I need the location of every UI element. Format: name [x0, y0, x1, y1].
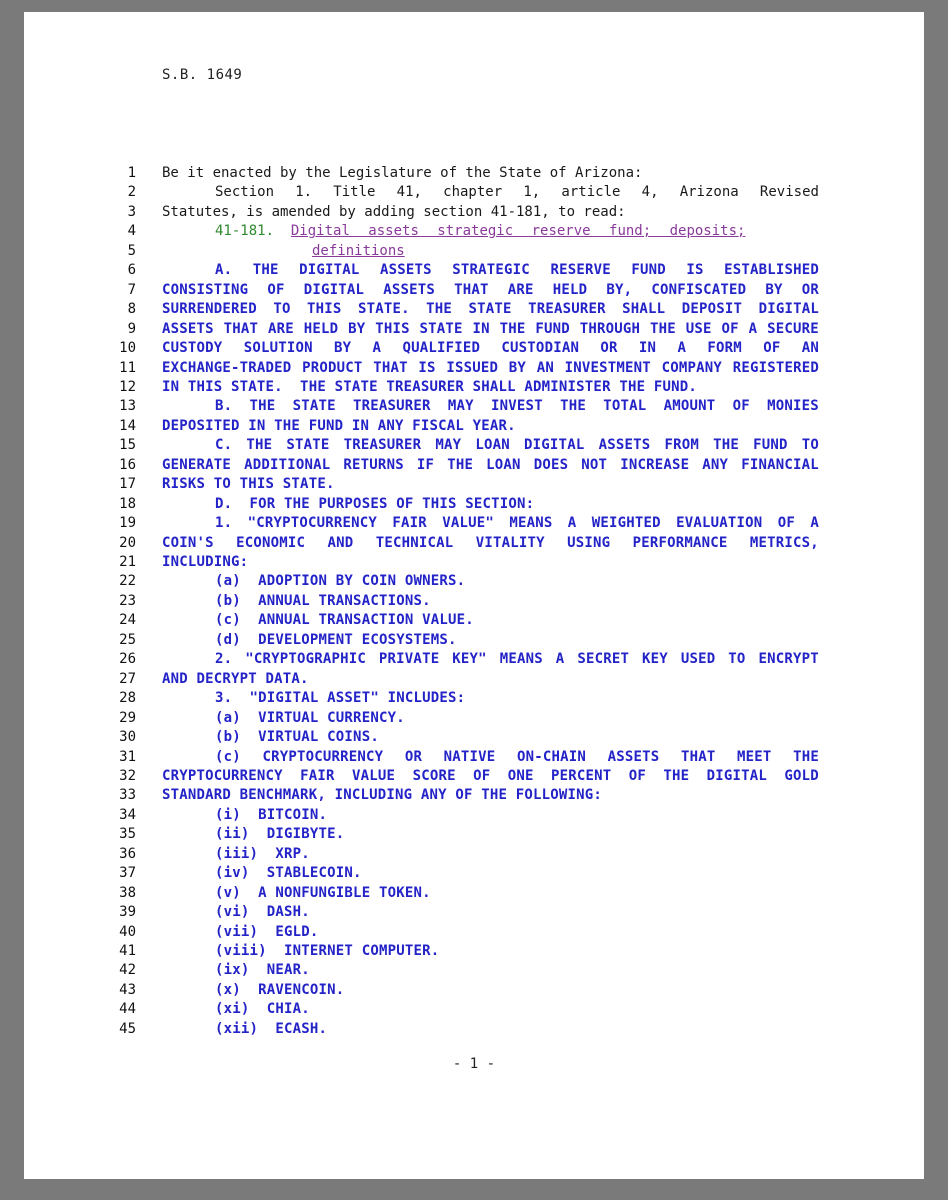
text-line [24, 222, 924, 241]
section-title: Digital assets strategic reserve fund; deposits; [290, 223, 746, 240]
line-text: CONSISTING OF DIGITAL ASSETS THAT ARE HELD BY, CONFISCATED BY OR [162, 281, 819, 298]
line-number: 21 [119, 554, 136, 570]
line-number: 2 [127, 184, 136, 201]
line-text: Be it enacted by the Legislature of the State of Arizona: [162, 165, 643, 181]
line-text: (b) VIRTUAL COINS. [215, 729, 379, 746]
line-number: 7 [127, 281, 136, 298]
line-number: 35 [119, 826, 136, 843]
line-text: 2. "CRYPTOGRAPHIC PRIVATE KEY" MEANS A SECRET KEY USED TO ENCRYPT [215, 651, 819, 668]
text-line [24, 534, 924, 553]
line-number: 44 [119, 1001, 136, 1018]
text-line [24, 339, 924, 358]
line-number: 25 [119, 631, 136, 648]
line-number: 24 [119, 612, 136, 629]
line-text: (a) ADOPTION BY COIN OWNERS. [215, 573, 466, 590]
text-line [24, 359, 924, 378]
line-number: 11 [119, 359, 136, 376]
text-line [24, 923, 924, 942]
line-text: (iv) STABLECOIN. [215, 865, 362, 882]
text-line [24, 728, 924, 747]
line-text: ASSETS THAT ARE HELD BY THIS STATE IN THE FUND THROUGH THE USE OF A SECURE [162, 320, 819, 337]
text-line [24, 981, 924, 1000]
line-number: 19 [119, 515, 136, 532]
line-text: C. THE STATE TREASURER MAY LOAN DIGITAL ASSETS FROM THE FUND TO [215, 437, 819, 454]
line-text: (i) BITCOIN. [215, 806, 328, 823]
text-line [24, 650, 924, 669]
document-page [24, 12, 924, 1179]
line-text: (xi) CHIA. [215, 1001, 310, 1018]
text-line [24, 436, 924, 455]
text-line [24, 261, 924, 280]
line-number: 26 [119, 651, 136, 668]
line-number: 22 [119, 573, 136, 590]
text-line [24, 417, 924, 436]
line-text: A. THE DIGITAL ASSETS STRATEGIC RESERVE FUND IS ESTABLISHED [215, 262, 819, 279]
text-line [24, 942, 924, 961]
text-line [24, 183, 924, 202]
line-number: 18 [119, 495, 136, 512]
line-number: 13 [119, 398, 136, 415]
text-line [24, 845, 924, 864]
text-line [24, 456, 924, 475]
line-number: 5 [127, 242, 136, 259]
text-line [24, 397, 924, 416]
line-number: 45 [119, 1020, 136, 1037]
text-line [24, 611, 924, 630]
line-text: (a) VIRTUAL CURRENCY. [215, 709, 405, 726]
text-line [24, 864, 924, 883]
line-text: (ii) DIGIBYTE. [215, 826, 345, 843]
text-line [24, 553, 924, 572]
text-line [24, 884, 924, 903]
line-number: 28 [119, 690, 136, 707]
line-number: 14 [119, 417, 136, 434]
text-line [24, 203, 924, 222]
bill-id: S.B. 1649 [162, 67, 243, 83]
line-text: CUSTODY SOLUTION BY A QUALIFIED CUSTODIAN OR IN A FORM OF AN [162, 340, 819, 357]
line-text: (ix) NEAR. [215, 962, 310, 979]
text-line [24, 514, 924, 533]
line-text: Statutes, is amended by adding section 41-181, to read: [162, 203, 626, 220]
line-number: 15 [119, 437, 136, 454]
line-number: 37 [119, 865, 136, 882]
line-text: (iii) XRP. [215, 845, 310, 862]
text-line [24, 320, 924, 339]
text-line [24, 242, 924, 261]
line-number: 42 [119, 962, 136, 979]
line-number: 43 [119, 981, 136, 998]
line-text: DEPOSITED IN THE FUND IN ANY FISCAL YEAR. [162, 417, 516, 434]
line-text: B. THE STATE TREASURER MAY INVEST THE TOTAL AMOUNT OF MONIES [215, 398, 819, 415]
text-line [24, 806, 924, 825]
line-text: STANDARD BENCHMARK, INCLUDING ANY OF THE FOLLOWING: [162, 787, 603, 804]
line-number: 32 [119, 767, 136, 784]
line-number: 27 [119, 670, 136, 687]
line-number: 9 [127, 320, 136, 337]
line-text: GENERATE ADDITIONAL RETURNS IF THE LOAN DOES NOT INCREASE ANY FINANCIAL [162, 456, 819, 473]
line-number: 12 [119, 378, 136, 395]
line-text: EXCHANGE-TRADED PRODUCT THAT IS ISSUED BY AN INVESTMENT COMPANY REGISTERED [162, 359, 819, 376]
line-text [162, 222, 819, 241]
line-text: (b) ANNUAL TRANSACTIONS. [215, 592, 431, 609]
line-text: (viii) INTERNET COMPUTER. [215, 943, 440, 959]
text-line [24, 670, 924, 689]
line-number: 39 [119, 904, 136, 921]
line-number: 33 [119, 787, 136, 804]
text-line [24, 495, 924, 514]
line-text: (xii) ECASH. [215, 1020, 328, 1037]
text-line [24, 689, 924, 708]
line-text: (d) DEVELOPMENT ECOSYSTEMS. [215, 631, 457, 648]
line-text: D. FOR THE PURPOSES OF THIS SECTION: [215, 495, 535, 512]
line-text: COIN'S ECONOMIC AND TECHNICAL VITALITY USING PERFORMANCE METRICS, [162, 534, 819, 551]
text-line [24, 709, 924, 728]
text-line [24, 748, 924, 767]
text-line [24, 281, 924, 300]
line-number: 10 [119, 340, 136, 357]
line-number: 8 [127, 301, 136, 318]
text-line [24, 786, 924, 805]
line-text: RISKS TO THIS STATE. [162, 476, 335, 493]
page-number: - 1 - [452, 1056, 496, 1072]
line-number: 3 [127, 203, 136, 220]
line-text: (c) ANNUAL TRANSACTION VALUE. [215, 612, 474, 629]
line-number: 1 [127, 165, 136, 181]
line-number: 30 [119, 729, 136, 746]
text-line [24, 1020, 924, 1039]
line-text: AND DECRYPT DATA. [162, 670, 309, 687]
line-number: 29 [119, 709, 136, 726]
line-number: 20 [119, 534, 136, 551]
line-number: 16 [119, 456, 136, 473]
line-text: INCLUDING: [162, 554, 249, 570]
text-line [24, 592, 924, 611]
line-text: Section 1. Title 41, chapter 1, article 4, Arizona Revised [215, 184, 819, 201]
text-line [24, 300, 924, 319]
line-text: SURRENDERED TO THIS STATE. THE STATE TREASURER SHALL DEPOSIT DIGITAL [162, 301, 819, 318]
line-text: definitions [312, 242, 405, 259]
line-text: (c) CRYPTOCURRENCY OR NATIVE ON-CHAIN ASSETS THAT MEET THE [215, 748, 819, 765]
text-line [24, 378, 924, 397]
text-line [24, 825, 924, 844]
line-number: 41 [119, 943, 136, 959]
line-number: 31 [119, 748, 136, 765]
line-number: 17 [119, 476, 136, 493]
line-number: 4 [127, 223, 136, 240]
line-number: 38 [119, 884, 136, 901]
line-text: (v) A NONFUNGIBLE TOKEN. [215, 884, 431, 901]
line-text: (vi) DASH. [215, 904, 310, 921]
text-line [24, 631, 924, 650]
text-line [24, 164, 924, 183]
line-number: 40 [119, 923, 136, 940]
line-text: 3. "DIGITAL ASSET" INCLUDES: [215, 690, 466, 707]
line-text: 1. "CRYPTOCURRENCY FAIR VALUE" MEANS A WEIGHTED EVALUATION OF A [215, 515, 819, 532]
line-number: 6 [127, 262, 136, 279]
line-text: CRYPTOCURRENCY FAIR VALUE SCORE OF ONE PERCENT OF THE DIGITAL GOLD [162, 767, 819, 784]
line-text: IN THIS STATE. THE STATE TREASURER SHALL ADMINISTER THE FUND. [162, 378, 697, 395]
line-number: 34 [119, 806, 136, 823]
line-text: (x) RAVENCOIN. [215, 981, 345, 998]
line-number: 36 [119, 845, 136, 862]
line-number: 23 [119, 592, 136, 609]
text-line [24, 903, 924, 922]
line-text: (vii) EGLD. [215, 923, 319, 940]
section-number: 41-181. [215, 223, 275, 240]
text-line [24, 961, 924, 980]
text-line [24, 475, 924, 494]
text-line [24, 572, 924, 591]
text-line [24, 1000, 924, 1019]
text-line [24, 767, 924, 786]
